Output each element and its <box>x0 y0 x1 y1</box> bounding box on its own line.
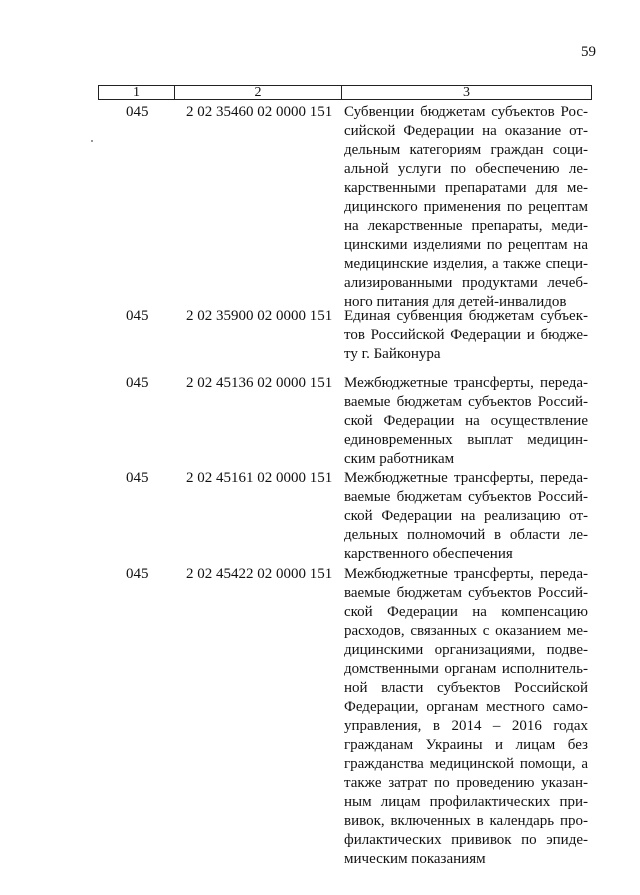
description-line: дицинскими организациями, подве- <box>344 642 588 658</box>
description-line: мическим показаниям <box>344 851 486 867</box>
description-line: ваемые бюджетам субъектов Россий- <box>344 489 588 505</box>
description-line: ализированными продуктами лечеб- <box>344 275 588 291</box>
description-line: ного питания для детей-инвалидов <box>344 294 567 310</box>
budget-code: 2 02 45136 02 0000 151 <box>186 375 333 391</box>
description-line: единовременных выплат медицин- <box>344 432 588 448</box>
description-line: альной услуги по обеспечению ле- <box>344 161 588 177</box>
budget-code: 2 02 45161 02 0000 151 <box>186 470 333 486</box>
description-line: расходов, связанных с оказанием ме- <box>344 623 588 639</box>
admin-code: 045 <box>126 470 149 486</box>
description-line: ным лицам профилактических при- <box>344 794 588 810</box>
description-line: ским работникам <box>344 451 455 467</box>
header-col-2: 2 <box>175 86 342 99</box>
description-line: управления, в 2014 – 2016 годах <box>344 718 588 734</box>
description-line: ской Федерации на компенсацию <box>344 604 588 620</box>
description-line: ваемые бюджетам субъектов Россий- <box>344 394 588 410</box>
description-line: дицинского применения по рецептам <box>344 199 588 215</box>
income-description <box>344 469 588 564</box>
income-description <box>344 103 588 312</box>
admin-code: 045 <box>126 308 149 324</box>
description-line: гражданства медицинской помощи, а <box>344 756 588 772</box>
budget-code: 2 02 35900 02 0000 151 <box>186 308 333 324</box>
description-line: Субвенции бюджетам субъектов Рос- <box>344 104 588 120</box>
description-line: на лекарственные препараты, меди- <box>344 218 588 234</box>
description-line: домственными органам исполнитель- <box>344 661 588 677</box>
description-line: карственными препаратами для ме- <box>344 180 588 196</box>
description-line: Единая субвенция бюджетам субъек- <box>344 308 588 324</box>
description-line: ной власти субъектов Российской <box>344 680 588 696</box>
description-line: дельных полномочий в области ле- <box>344 527 588 543</box>
description-line: гражданам Украины и лицам без <box>344 737 588 753</box>
description-line: карственного обеспечения <box>344 546 513 562</box>
description-line: ской Федерации на осуществление <box>344 413 588 429</box>
description-line: ваемые бюджетам субъектов Россий- <box>344 585 588 601</box>
description-line: Межбюджетные трансферты, переда- <box>344 375 588 391</box>
description-line: Межбюджетные трансферты, переда- <box>344 470 588 486</box>
header-col-1: 1 <box>99 86 175 99</box>
budget-code: 2 02 35460 02 0000 151 <box>186 104 333 120</box>
description-line: вивок, включенных в календарь про- <box>344 813 588 829</box>
admin-code: 045 <box>126 566 149 582</box>
description-line: дельным категориям граждан соци- <box>344 142 588 158</box>
description-line: цинскими изделиями по рецептам на <box>344 237 588 253</box>
description-line: тов Российской Федерации и бюдже- <box>344 327 588 343</box>
page-number: 59 <box>581 44 596 60</box>
income-description <box>344 307 588 364</box>
income-description <box>344 565 588 869</box>
description-line: медицинские изделия, а также специ- <box>344 256 588 272</box>
admin-code: 045 <box>126 104 149 120</box>
table-header <box>98 85 592 100</box>
description-line: Межбюджетные трансферты, переда- <box>344 566 588 582</box>
description-line: ской Федерации на реализацию от- <box>344 508 588 524</box>
admin-code: 045 <box>126 375 149 391</box>
description-line: также затрат по проведению указан- <box>344 775 588 791</box>
header-col-3: 3 <box>463 85 470 100</box>
description-line: ту г. Байконура <box>344 346 441 362</box>
budget-code: 2 02 45422 02 0000 151 <box>186 566 333 582</box>
description-line: Федерации, органам местного само- <box>344 699 588 715</box>
scan-speck <box>91 140 93 142</box>
description-line: филактических прививок по эпиде- <box>344 832 588 848</box>
description-line: сийской Федерации на оказание от- <box>344 123 588 139</box>
income-description <box>344 374 588 469</box>
